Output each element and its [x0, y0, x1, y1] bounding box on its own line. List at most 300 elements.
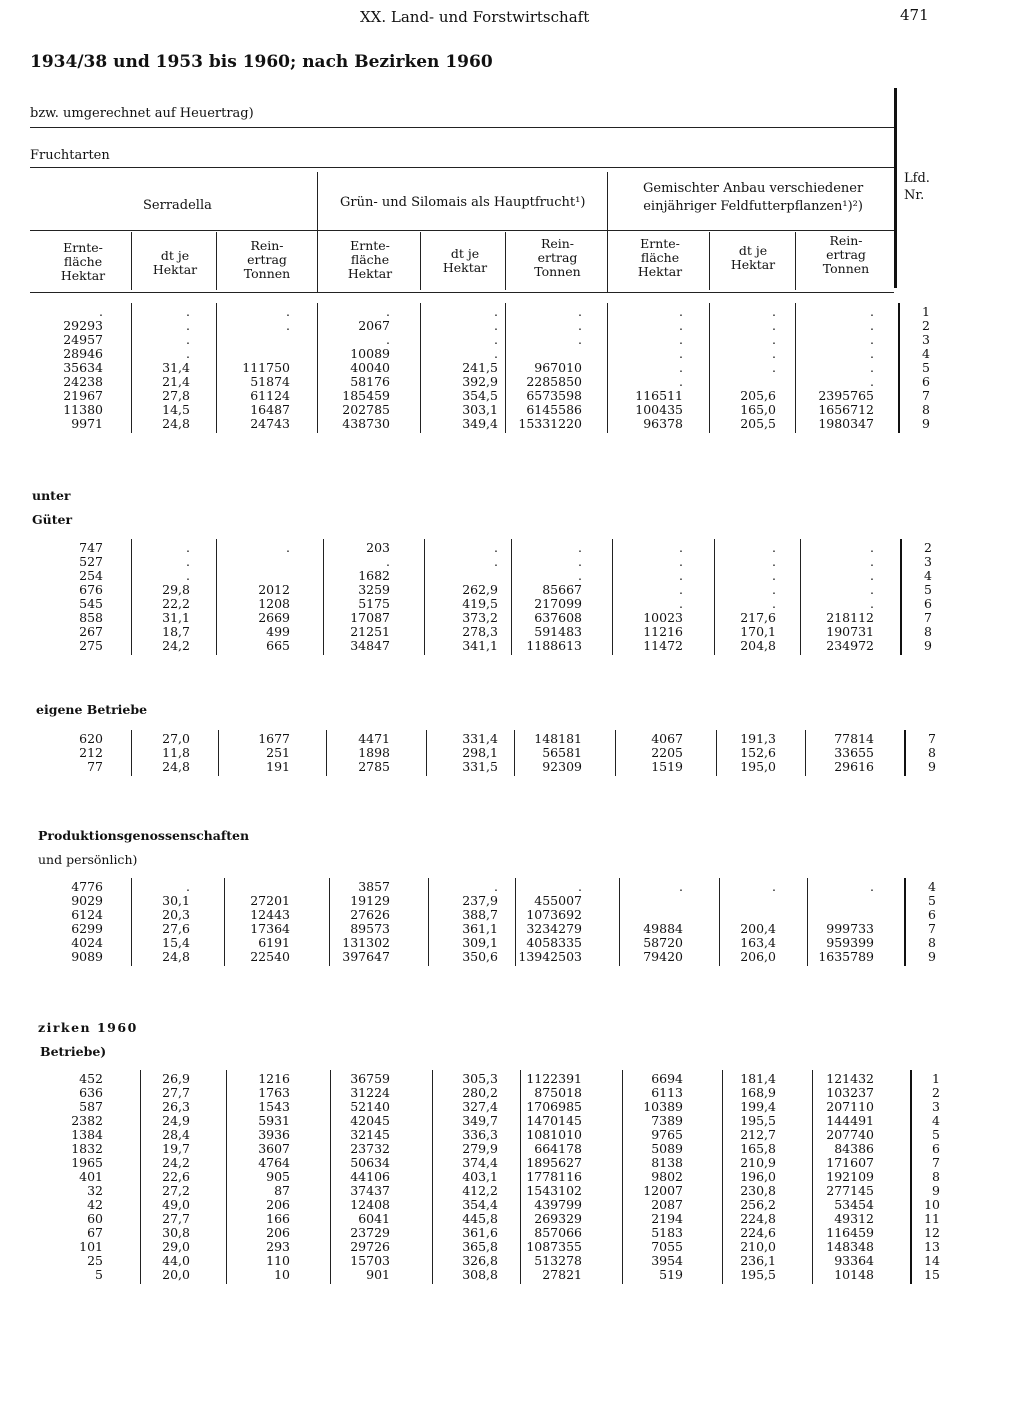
lfd-number: 5 [928, 893, 936, 908]
chapter-title: XX. Land- und Forstwirtschaft [360, 8, 590, 26]
col-header-erntefl-3: Ernte- fläche Hektar [637, 236, 683, 279]
table-cell: 331,5 [462, 759, 498, 774]
table-cell: 192109 [826, 1169, 874, 1184]
table-cell: 34847 [350, 638, 390, 653]
table-cell: 230,8 [740, 1183, 776, 1198]
table-cell: 267 [79, 624, 103, 639]
table-cell: 9765 [651, 1127, 683, 1142]
table-cell: 101 [79, 1239, 103, 1254]
group-gruen: Grün- und Silomais als Hauptfrucht¹) [340, 195, 586, 210]
table-cell: 212,7 [740, 1127, 776, 1142]
table-cell: . [870, 346, 874, 361]
table-cell: 2194 [651, 1211, 683, 1226]
lfd-number: 4 [922, 346, 930, 361]
table-cell: 218112 [826, 610, 874, 625]
table-cell: 27201 [250, 893, 290, 908]
table-cell: 100435 [635, 402, 683, 417]
divider [131, 232, 132, 290]
table-cell: . [772, 554, 776, 569]
table-cell: 50634 [350, 1155, 390, 1170]
section-label-s5-2: Betriebe) [40, 1044, 107, 1059]
col-header-dt-2: dt je Hektar [442, 246, 488, 275]
table-cell: 234972 [826, 638, 874, 653]
table-cell: 11216 [643, 624, 683, 639]
lfd-number: 10 [924, 1197, 940, 1212]
table-cell: 103237 [826, 1085, 874, 1100]
table-cell: . [870, 304, 874, 319]
divider [709, 232, 710, 290]
table-cell: 336,3 [462, 1127, 498, 1142]
table-cell: 412,2 [462, 1183, 498, 1198]
table-cell: 196,0 [740, 1169, 776, 1184]
table-cell: 401 [79, 1169, 103, 1184]
table-cell: 8138 [651, 1155, 683, 1170]
table-cell: 1087355 [526, 1239, 582, 1254]
table-cell: 206 [266, 1197, 290, 1212]
table-cell: 24,2 [162, 638, 190, 653]
table-cell: 354,4 [462, 1197, 498, 1212]
table-cell: 1470145 [526, 1113, 582, 1128]
table-cell: . [286, 318, 290, 333]
section-label-s4-1: Produktionsgenossenschaften [38, 828, 250, 843]
table-cell: 87 [274, 1183, 290, 1198]
table-cell: . [870, 568, 874, 583]
table-cell: 21251 [350, 624, 390, 639]
table-cell: 269329 [534, 1211, 582, 1226]
table-cell: 1208 [258, 596, 290, 611]
divider [607, 172, 608, 292]
table-cell: 13942503 [518, 949, 582, 964]
table-cell: 11,8 [162, 745, 190, 760]
table-cell: 499 [266, 624, 290, 639]
lfd-number: 8 [924, 624, 932, 639]
lfd-separator [910, 1070, 912, 1284]
table-cell: 3234279 [526, 921, 582, 936]
table-cell: 6694 [651, 1071, 683, 1086]
table-cell: . [494, 554, 498, 569]
lfd-number: 2 [932, 1085, 940, 1100]
group-gemischt-line2: einjähriger Feldfutterpflanzen¹)²) [643, 199, 863, 214]
table-cell: 875018 [534, 1085, 582, 1100]
col-header-rein-3: Rein- ertrag Tonnen [822, 233, 870, 276]
table-cell: 21,4 [162, 374, 190, 389]
table-cell: 4024 [71, 935, 103, 950]
table-cell: 199,4 [740, 1099, 776, 1114]
table-cell: 331,4 [462, 731, 498, 746]
table-cell: . [578, 304, 582, 319]
column-separator [216, 303, 217, 433]
table-cell: 17364 [250, 921, 290, 936]
lfd-number: 3 [924, 554, 932, 569]
lfd-number: 9 [928, 759, 936, 774]
table-cell: 445,8 [462, 1211, 498, 1226]
table-cell: 3857 [358, 879, 390, 894]
table-cell: 1384 [71, 1127, 103, 1142]
table-cell: 5175 [358, 596, 390, 611]
table-cell: 44106 [350, 1169, 390, 1184]
table-cell: 1980347 [818, 416, 874, 431]
table-cell: 26,3 [162, 1099, 190, 1114]
table-cell: 4764 [258, 1155, 290, 1170]
lfd-number: 6 [924, 596, 932, 611]
table-cell: 275 [79, 638, 103, 653]
table-cell: 527 [79, 554, 103, 569]
table-cell: 6145586 [526, 402, 582, 417]
lfd-number: 6 [922, 374, 930, 389]
table-cell: 293 [266, 1239, 290, 1254]
table-cell: . [679, 554, 683, 569]
table-cell: 31,4 [162, 360, 190, 375]
table-cell: 1635789 [818, 949, 874, 964]
table-cell: 277145 [826, 1183, 874, 1198]
table-cell: . [870, 318, 874, 333]
table-cell: . [870, 582, 874, 597]
table-cell: 857066 [534, 1225, 582, 1240]
table-cell: 350,6 [462, 949, 498, 964]
table-cell: 217099 [534, 596, 582, 611]
lfd-number: 11 [924, 1211, 940, 1226]
table-cell: 61124 [250, 388, 290, 403]
table-cell: 280,2 [462, 1085, 498, 1100]
lfd-number: 14 [924, 1253, 940, 1268]
table-cell: 303,1 [462, 402, 498, 417]
table-cell: 10148 [834, 1267, 874, 1282]
table-cell: 3954 [651, 1253, 683, 1268]
table-cell: 181,4 [740, 1071, 776, 1086]
fruchtarten-label: Fruchtarten [30, 148, 110, 163]
table-cell: 152,6 [740, 745, 776, 760]
table-cell: 251 [266, 745, 290, 760]
table-cell: . [679, 879, 683, 894]
table-cell: 191,3 [740, 731, 776, 746]
table-cell: 200,4 [740, 921, 776, 936]
table-cell: 591483 [534, 624, 582, 639]
table-cell: 278,3 [462, 624, 498, 639]
table-cell: 84386 [834, 1141, 874, 1156]
table-cell: 4067 [651, 731, 683, 746]
table-cell: 305,3 [462, 1071, 498, 1086]
table-cell: 15,4 [162, 935, 190, 950]
table-cell: 52140 [350, 1099, 390, 1114]
table-cell: 15703 [350, 1253, 390, 1268]
lfd-separator [898, 303, 900, 433]
col-header-dt-1: dt je Hektar [152, 248, 198, 277]
page-number: 471 [900, 6, 929, 24]
table-cell: . [578, 879, 582, 894]
table-cell: 29,8 [162, 582, 190, 597]
table-cell: . [494, 540, 498, 555]
table-cell: 24,2 [162, 1155, 190, 1170]
table-cell: 665 [266, 638, 290, 653]
table-cell: . [186, 304, 190, 319]
table-cell: 202785 [342, 402, 390, 417]
subtitle: bzw. umgerechnet auf Heuertrag) [30, 106, 254, 121]
table-cell: 747 [79, 540, 103, 555]
col-header-erntefl-2: Ernte- fläche Hektar [347, 238, 393, 281]
table-cell: . [679, 374, 683, 389]
table-cell: 10389 [643, 1099, 683, 1114]
table-cell: 28,4 [162, 1127, 190, 1142]
column-separator [218, 730, 219, 776]
table-cell: 3259 [358, 582, 390, 597]
table-cell: 31224 [350, 1085, 390, 1100]
lfd-number: 9 [932, 1183, 940, 1198]
column-separator [317, 303, 318, 433]
table-cell: 30,1 [162, 893, 190, 908]
lfd-number: 9 [924, 638, 932, 653]
table-cell: . [186, 879, 190, 894]
table-cell: . [186, 332, 190, 347]
table-cell: 185459 [342, 388, 390, 403]
table-cell: 308,8 [462, 1267, 498, 1282]
section-label-s3: eigene Betriebe [36, 702, 148, 717]
table-cell: 168,9 [740, 1085, 776, 1100]
col-header-rein-1: Rein- ertrag Tonnen [243, 238, 291, 281]
table-cell: 42 [87, 1197, 103, 1212]
group-gemischt [643, 181, 863, 214]
table-cell: 7389 [651, 1113, 683, 1128]
lfd-number: 12 [924, 1225, 940, 1240]
lfd-number: 7 [932, 1155, 940, 1170]
table-cell: 361,6 [462, 1225, 498, 1240]
table-cell: 24,9 [162, 1113, 190, 1128]
lfd-number: 6 [928, 907, 936, 922]
table-cell: 24957 [63, 332, 103, 347]
table-cell: 1763 [258, 1085, 290, 1100]
table-cell: 2205 [651, 745, 683, 760]
table-cell: . [679, 582, 683, 597]
lfd-number: 4 [928, 879, 936, 894]
table-cell: 77 [87, 759, 103, 774]
table-cell: 29293 [63, 318, 103, 333]
table-cell: 116511 [635, 388, 683, 403]
col-header-erntefl-1: Ernte- fläche Hektar [60, 240, 106, 283]
section-label-s4-2: und persönlich) [38, 852, 138, 867]
table-cell: 2067 [358, 318, 390, 333]
section-label-s2-2: Güter [32, 512, 73, 527]
lfd-number: 9 [922, 416, 930, 431]
table-cell: 163,4 [740, 935, 776, 950]
table-cell: . [772, 596, 776, 611]
table-cell: . [578, 568, 582, 583]
table-cell: 22540 [250, 949, 290, 964]
table-cell: . [772, 568, 776, 583]
table-cell: 14,5 [162, 402, 190, 417]
table-cell: . [286, 304, 290, 319]
lfd-header-line1: Lfd. [904, 171, 930, 186]
table-cell: 6124 [71, 907, 103, 922]
table-cell: 165,0 [740, 402, 776, 417]
lfd-number: 15 [924, 1267, 940, 1282]
table-cell: . [772, 332, 776, 347]
table-cell: 326,8 [462, 1253, 498, 1268]
table-cell: 3607 [258, 1141, 290, 1156]
vertical-rule [894, 88, 897, 288]
table-cell: . [772, 540, 776, 555]
table-cell: 858 [79, 610, 103, 625]
table-cell: . [186, 540, 190, 555]
rule [30, 167, 894, 168]
table-cell: 587 [79, 1099, 103, 1114]
table-cell: 2382 [71, 1113, 103, 1128]
table-cell: 15331220 [518, 416, 582, 431]
table-cell: 131302 [342, 935, 390, 950]
table-cell: 959399 [826, 935, 874, 950]
table-cell: 22,6 [162, 1169, 190, 1184]
column-separator [607, 303, 608, 433]
table-cell: 110 [266, 1253, 290, 1268]
lfd-number: 2 [922, 318, 930, 333]
table-cell: 31,1 [162, 610, 190, 625]
table-cell: 27,7 [162, 1211, 190, 1226]
table-cell: 58720 [643, 935, 683, 950]
table-cell: . [679, 332, 683, 347]
table-cell: . [578, 540, 582, 555]
table-cell: 16487 [250, 402, 290, 417]
lfd-number: 9 [928, 949, 936, 964]
table-cell: 171607 [826, 1155, 874, 1170]
table-cell: 341,1 [462, 638, 498, 653]
table-cell: 1677 [258, 731, 290, 746]
table-cell: 5183 [651, 1225, 683, 1240]
table-cell: 2285850 [526, 374, 582, 389]
table-cell: . [578, 554, 582, 569]
table-cell: 60 [87, 1211, 103, 1226]
table-cell: 195,5 [740, 1113, 776, 1128]
table-cell: 241,5 [462, 360, 498, 375]
table-cell: 144491 [826, 1113, 874, 1128]
lfd-number: 7 [928, 731, 936, 746]
table-cell: 967010 [534, 360, 582, 375]
table-cell: . [386, 304, 390, 319]
table-cell: . [772, 360, 776, 375]
table-cell: 1898 [358, 745, 390, 760]
table-cell: 19129 [350, 893, 390, 908]
table-cell: 20,3 [162, 907, 190, 922]
table-cell: 5 [95, 1267, 103, 1282]
page-title: 1934/38 und 1953 bis 1960; nach Bezirken 1960 [30, 52, 493, 72]
table-cell: 1706985 [526, 1099, 582, 1114]
table-cell: 298,1 [462, 745, 498, 760]
table-cell: 403,1 [462, 1169, 498, 1184]
table-cell: 279,9 [462, 1141, 498, 1156]
table-cell: 374,4 [462, 1155, 498, 1170]
table-cell: 37437 [350, 1183, 390, 1198]
table-cell: 254 [79, 568, 103, 583]
table-cell: 116459 [826, 1225, 874, 1240]
table-cell: . [679, 304, 683, 319]
table-cell: . [772, 879, 776, 894]
table-cell: . [772, 304, 776, 319]
table-cell: 1216 [258, 1071, 290, 1086]
table-cell: . [870, 540, 874, 555]
table-cell: . [186, 318, 190, 333]
table-cell: 29616 [834, 759, 874, 774]
table-cell: . [772, 582, 776, 597]
table-cell: 7055 [651, 1239, 683, 1254]
lfd-separator [900, 539, 902, 655]
col-header-rein-2: Rein- ertrag Tonnen [534, 236, 581, 279]
table-cell: 25 [87, 1253, 103, 1268]
table-cell: 3936 [258, 1127, 290, 1142]
table-cell: 191 [266, 759, 290, 774]
table-cell: 89573 [350, 921, 390, 936]
table-cell: 519 [659, 1267, 683, 1282]
table-cell: 170,1 [740, 624, 776, 639]
table-cell: 27,8 [162, 388, 190, 403]
table-cell: 23732 [350, 1141, 390, 1156]
table-cell: 33655 [834, 745, 874, 760]
table-cell: 452 [79, 1071, 103, 1086]
table-cell: 636 [79, 1085, 103, 1100]
table-cell: . [679, 360, 683, 375]
table-cell: 361,1 [462, 921, 498, 936]
table-cell: 1778116 [526, 1169, 582, 1184]
table-cell: 27626 [350, 907, 390, 922]
table-cell: . [494, 304, 498, 319]
table-cell: 4471 [358, 731, 390, 746]
table-cell: 1073692 [526, 907, 582, 922]
table-cell: 205,6 [740, 388, 776, 403]
table-cell: 349,4 [462, 416, 498, 431]
table-cell: . [870, 596, 874, 611]
lfd-number: 1 [922, 304, 930, 319]
table-cell: 24,8 [162, 949, 190, 964]
table-cell: 20,0 [162, 1267, 190, 1282]
table-cell: 513278 [534, 1253, 582, 1268]
table-cell: 24743 [250, 416, 290, 431]
table-cell: 455007 [534, 893, 582, 908]
divider [317, 172, 318, 292]
table-cell: 262,9 [462, 582, 498, 597]
lfd-number: 6 [932, 1141, 940, 1156]
table-cell: 206 [266, 1225, 290, 1240]
lfd-number: 8 [932, 1169, 940, 1184]
table-cell: 1832 [71, 1141, 103, 1156]
table-cell: 30,8 [162, 1225, 190, 1240]
table-cell: 195,5 [740, 1267, 776, 1282]
table-cell: 53454 [834, 1197, 874, 1212]
column-separator [505, 303, 506, 433]
table-cell: 93364 [834, 1253, 874, 1268]
table-cell: 1965 [71, 1155, 103, 1170]
lfd-number: 5 [922, 360, 930, 375]
table-cell: 545 [79, 596, 103, 611]
divider [795, 232, 796, 290]
table-cell: 27,7 [162, 1085, 190, 1100]
table-cell: 40040 [350, 360, 390, 375]
lfd-number: 8 [928, 745, 936, 760]
table-cell: 237,9 [462, 893, 498, 908]
lfd-number: 4 [924, 568, 932, 583]
table-cell: 354,5 [462, 388, 498, 403]
table-cell: 327,4 [462, 1099, 498, 1114]
group-serradella: Serradella [143, 198, 212, 213]
lfd-number: 8 [928, 935, 936, 950]
table-cell: 32 [87, 1183, 103, 1198]
table-cell: . [870, 879, 874, 894]
table-cell: 204,8 [740, 638, 776, 653]
lfd-number: 7 [922, 388, 930, 403]
table-cell: 217,6 [740, 610, 776, 625]
column-separator [426, 730, 427, 776]
table-cell: . [494, 332, 498, 347]
table-cell: 212 [79, 745, 103, 760]
lfd-number: 2 [924, 540, 932, 555]
table-cell: 24,8 [162, 759, 190, 774]
table-cell: . [679, 596, 683, 611]
table-cell: 388,7 [462, 907, 498, 922]
